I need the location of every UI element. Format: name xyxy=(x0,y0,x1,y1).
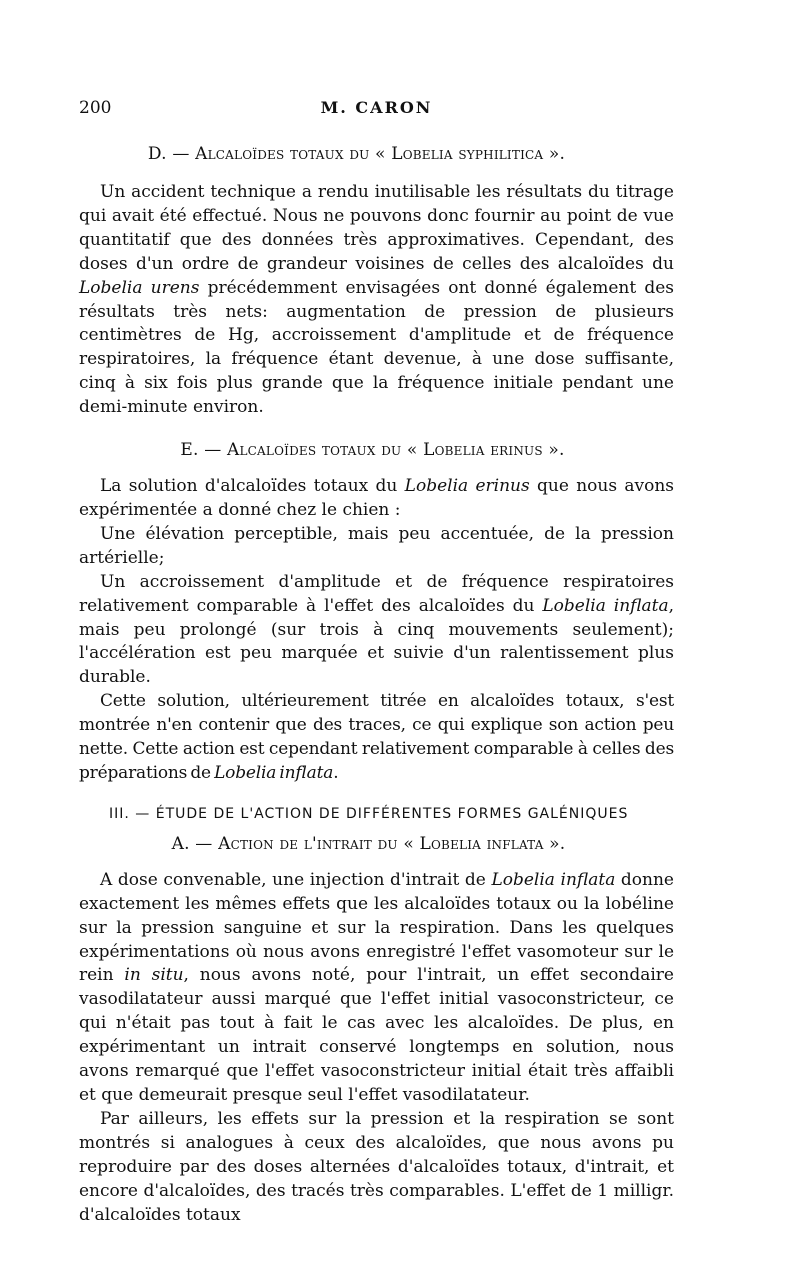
paragraph-e-3 xyxy=(79,571,674,691)
text-run: La solution d'alcaloïdes totaux du xyxy=(100,476,405,497)
paragraph-a-1 xyxy=(79,869,674,1108)
paragraph-d-1 xyxy=(79,181,674,420)
species-name: Lobelia erinus xyxy=(404,476,530,497)
page-body xyxy=(79,142,674,1227)
species-name: Lobelia inflata xyxy=(491,869,616,890)
section-d-title: D. — Alcaloïdes totaux du « Lobelia syphilitica ». xyxy=(147,144,566,164)
text-run: . xyxy=(333,762,339,783)
text-run: Un accroissement d'amplitude et de fréquence respiratoires relativement comparable à l'effet des alcaloïdes du xyxy=(79,571,674,616)
page-header xyxy=(79,98,674,122)
text-run: précédemment envisagées ont donné également des résultats très nets: augmentation de pression de plusieurs centimètres de Hg, accroissement d'amplitude et de fréquence respiratoires, la fréquence étant devenue, à une dose suffisante, cinq à six fois plus grande que la fréquence initiale pendant une demi-minute environ. xyxy=(79,277,674,418)
species-name: Lobelia urens xyxy=(79,277,200,298)
species-name: Lobelia inflata xyxy=(214,762,334,783)
running-head: M. CARON xyxy=(320,98,433,117)
paragraph-e-4 xyxy=(79,690,674,786)
section-a-title: A. — Action de l'intrait du « Lobelia inflata ». xyxy=(171,833,566,854)
text-run: que nous avons expérimentée a donné chez le chien : xyxy=(79,476,674,520)
paragraph-a-2: Par ailleurs, les effets sur la pression et la respiration se sont montrés si analogues à ceux des alcaloïdes, que nous avons pu reproduire par des doses alternées d'alcaloïdes totaux, d'intrait, et encore d'alcaloïdes, des tracés très comparables. L'effet de 1 milligr. d'alcaloïdes totaux xyxy=(79,1108,674,1225)
paragraph-e-2: Une élévation perceptible, mais peu accentuée, de la pression artérielle; xyxy=(79,523,674,568)
text-run: A dose convenable, une injection d'intrait de xyxy=(100,869,492,890)
section-e-title: E. — Alcaloïdes totaux du « Lobelia erinus ». xyxy=(180,440,565,461)
species-name: Lobelia inflata xyxy=(542,595,669,616)
part-iii-title: III. — ÉTUDE DE L'ACTION DE DIFFÉRENTES FORMES GALÉNIQUES xyxy=(109,805,629,822)
page-number: 200 xyxy=(79,98,112,118)
text-run: Un accident technique a rendu inutilisable les résultats du titrage qui avait été effectué. Nous ne pouvons donc fournir au point de vue quantitatif que des données très approximatives. Cependant, des doses d'un ordre de grandeur voisines de celles des alcaloïdes du xyxy=(79,182,674,274)
paragraph-e-1 xyxy=(79,475,674,523)
text-run: , nous avons noté, pour l'intrait, un effet secondaire vasodilatateur aussi marqué que l'effet initial vasoconstricteur, ce qui n'était pas tout à fait le cas avec les alcaloïdes. De plus, en expérimentant un intrait conservé longtemps en solution, nous avons remarqué que l'effet vasoconstricteur initial était très affaibli et que demeurait presque seul l'effet vasodilatateur. xyxy=(79,965,674,1105)
text-run: Cette solution, ultérieurement titrée en alcaloïdes totaux, s'est montrée n'en contenir que des traces, ce qui explique son action peu nette. Cette action est cependant relativement comparable à celles des préparations de xyxy=(79,691,674,783)
text-run: donne exactement les mêmes effets que les alcaloïdes totaux ou la lobéline sur la pression sanguine et sur la respiration. Dans les quelques expérimentations où nous avons enregistré l'effet vasomoteur sur le rein xyxy=(79,869,674,986)
text-run: , mais peu prolongé (sur trois à cinq mouvements seulement); l'accélération est peu marquée et suivie d'un ralentissement plus durable. xyxy=(79,595,674,688)
latin-phrase: in situ xyxy=(124,965,184,986)
